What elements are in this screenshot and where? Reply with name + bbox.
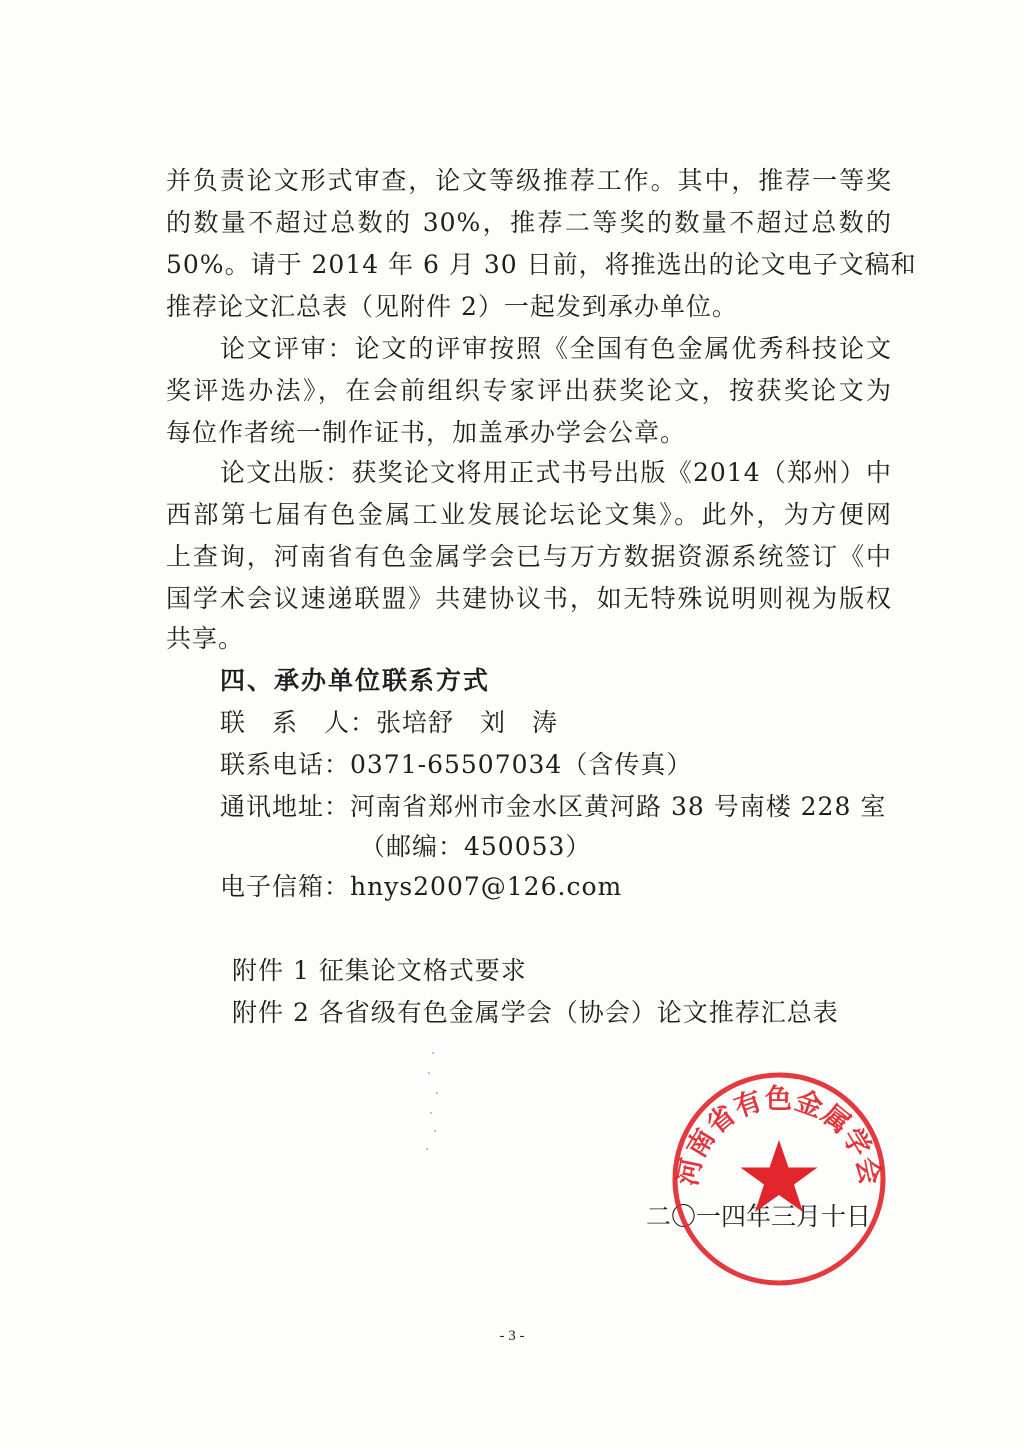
scan-speck [428,1072,430,1074]
page-number: - 3 - [499,1328,525,1344]
body-text-line: 论文评审：论文的评审按照《全国有色金属优秀科技论文 [220,334,892,363]
body-text-line: 50%。请于 2014 年 6 月 30 日前，将推选出的论文电子文稿和 [166,250,917,279]
official-seal [668,1068,890,1290]
attachment-item: 附件 1 征集论文格式要求 [232,956,527,985]
contact-postcode: （邮编：450053） [360,832,592,861]
body-text-line: 的数量不超过总数的 30%，推荐二等奖的数量不超过总数的 [166,208,892,237]
scan-speck [426,1148,428,1150]
contact-email: 电子信箱：hnys2007@126.com [220,872,623,901]
section-heading: 四、承办单位联系方式 [220,666,491,695]
body-text-line: 国学术会议速递联盟》共建协议书，如无特殊说明则视为版权 [166,584,892,613]
scan-speck [434,1130,436,1132]
body-text-line: 上查询，河南省有色金属学会已与万方数据资源系统签订《中 [166,542,892,571]
body-text-line: 共享。 [166,624,245,653]
contact-address: 通讯地址：河南省郑州市金水区黄河路 38 号南楼 228 室 [220,792,887,821]
scan-speck [436,1092,438,1094]
attachment-item: 附件 2 各省级有色金属学会（协会）论文推荐汇总表 [232,998,839,1027]
seal-star [741,1140,818,1212]
body-text-line: 西部第七届有色金属工业发展论坛论文集》。此外，为方便网 [166,500,892,529]
scan-speck [430,1112,432,1114]
seal-text: 河南省有色金属学会 [672,1083,886,1189]
body-text-line: 奖评选办法》，在会前组织专家评出获奖论文，按获奖论文为 [166,376,892,405]
body-text-line: 每位作者统一制作证书，加盖承办学会公章。 [166,418,687,447]
contact-phone: 联系电话：0371-65507034（含传真） [220,750,693,779]
body-text-line: 论文出版：获奖论文将用正式书号出版《2014（郑州）中 [220,458,892,487]
contact-person: 联 系 人：张培舒 刘 涛 [220,708,559,737]
scan-speck [432,1052,434,1054]
body-text-line: 并负责论文形式审查，论文等级推荐工作。其中，推荐一等奖 [166,166,892,195]
body-text-line: 推荐论文汇总表（见附件 2）一起发到承办单位。 [166,292,738,321]
document-date: 二〇一四年三月十日 [646,1202,872,1231]
